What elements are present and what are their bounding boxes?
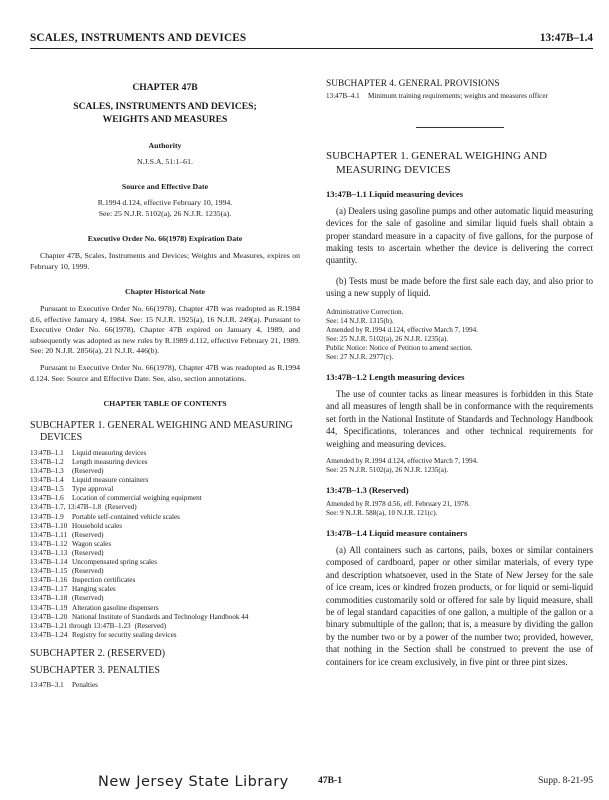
- header-section-number: 13:47B–1.4: [539, 32, 593, 44]
- toc-entry-title: (Reserved): [105, 503, 137, 512]
- toc-entry: [30, 513, 300, 522]
- toc-entry-title: (Reserved): [72, 548, 104, 557]
- toc-entry: [30, 494, 300, 503]
- history-line: Public Notice: Notice of Petition to amend section.: [326, 343, 473, 352]
- toc-entry-number: 13:47B–4.1: [326, 92, 360, 100]
- toc-entry: [30, 681, 300, 690]
- toc-entry: [30, 631, 300, 640]
- page-number: 47B-1: [318, 775, 342, 786]
- toc-entry-title: (Reserved): [72, 530, 104, 539]
- toc-entry: [30, 549, 300, 558]
- section-1-2-paragraph: The use of counter tacks as linear measures is forbidden in this State and all measures of length shall be in conformance with the requirements set forth in the National Institute of Standards and Technology Handbook 44, Specifications, tolerances and other technical requirements for weighing and measuring devices.: [326, 388, 593, 449]
- toc-entry-number: 13:47B–1.24: [30, 630, 68, 639]
- toc-entry: [30, 604, 300, 613]
- authority-text: N.J.S.A. 51:1–61.: [137, 156, 193, 166]
- historical-note-heading: Chapter Historical Note: [125, 287, 205, 297]
- toc-entry: [30, 531, 300, 540]
- toc-entry: [30, 540, 300, 549]
- toc-entry-title: Registry for security sealing devices: [72, 630, 177, 639]
- toc-entry: [30, 576, 300, 585]
- toc-entry-number: 13:47B–1.1: [30, 448, 64, 457]
- toc-entry-number: 13:47B–1.14: [30, 558, 68, 567]
- toc-entry-number: 13:47B–3.1: [30, 680, 64, 689]
- toc-entry: [30, 485, 300, 494]
- history-line: Amended by R.1978 d.56, eff. February 21, 1978.: [326, 499, 470, 508]
- toc-entry: [30, 449, 300, 458]
- toc-entry-number: 13:47B–1.6: [30, 494, 64, 503]
- historical-note-paragraph-2: Pursuant to Executive Order No. 66(1978), Chapter 47B was readopted as R.1994 d.124. See: Source and Effective Date. See, also, section annotations.: [30, 362, 300, 383]
- source-line-1: R.1994 d.124, effective February 10, 1994.: [97, 197, 233, 207]
- toc-entry-title: Location of commercial weighing equipment: [72, 494, 202, 503]
- toc-entry-number: 13:47B–1.21 through 13:47B–1.23: [30, 621, 131, 630]
- toc-entry-number: 13:47B–1.7, 13:47B–1.8: [30, 503, 102, 512]
- toc-entry-number: 13:47B–1.10: [30, 521, 68, 530]
- toc-entry-title: Alteration gasoline dispensers: [72, 603, 159, 612]
- section-divider: [416, 127, 504, 128]
- source-heading: Source and Effective Date: [121, 182, 209, 192]
- toc-entry: [30, 458, 300, 467]
- library-watermark: New Jersey State Library: [98, 774, 289, 790]
- section-1-1-paragraph-a: (a) Dealers using gasoline pumps and other automatic liquid measuring devices for the sale of gasoline and similar liquid fuels shall obtain a proper standard measure in a capacity of five gallons, for the purpose of making tests to ascertain whether the device is delivering the correct quantity.: [326, 205, 593, 266]
- toc-subchapter-1-list: [30, 449, 300, 640]
- toc-entry-number: 13:47B–1.16: [30, 576, 68, 585]
- toc-entry-title: Penalties: [72, 680, 98, 689]
- toc-entry: [30, 503, 300, 512]
- history-line: Amended by R.1994 d.124, effective March 7, 1994.: [326, 456, 478, 465]
- toc-subchapter-3-list: [30, 681, 300, 690]
- toc-entry-title: Minimum training requirements; weights and measures officer: [368, 92, 548, 100]
- toc-entry: [30, 613, 300, 622]
- toc-entry-title: Portable self-contained vehicle scales: [72, 512, 180, 521]
- toc-entry-number: 13:47B–1.19: [30, 603, 68, 612]
- toc-entry: [30, 476, 300, 485]
- toc-entry-title: (Reserved): [72, 467, 104, 476]
- toc-entry: [30, 622, 300, 631]
- history-line: Amended by R.1994 d.124, effective March 7, 1994.: [326, 325, 478, 334]
- right-column: [326, 78, 593, 668]
- toc-subchapter-1-title: SUBCHAPTER 1. GENERAL WEIGHING AND MEASURING DEVICES: [30, 419, 293, 443]
- toc-entry-number: 13:47B–1.20: [30, 612, 68, 621]
- toc-entry-number: 13:47B–1.18: [30, 594, 68, 603]
- chapter-number: CHAPTER 47B: [132, 82, 198, 93]
- history-line: Administrative Correction.: [326, 307, 404, 316]
- authority-heading: Authority: [148, 140, 182, 150]
- history-line: See: 14 N.J.R. 1315(b).: [326, 316, 394, 325]
- toc-entry-number: 13:47B–1.5: [30, 485, 64, 494]
- header-title: SCALES, INSTRUMENTS AND DEVICES: [30, 32, 247, 44]
- toc-subchapter-4-title: SUBCHAPTER 4. GENERAL PROVISIONS: [326, 79, 500, 89]
- toc-subchapter-2-title: SUBCHAPTER 2. (RESERVED): [30, 647, 166, 659]
- section-1-4-paragraph-a: (a) All containers such as cartons, pails, boxes or similar containers composed of cardboard, paper or other similar materials, of every type and description whatsoever, used in the State of New Jersey for the sale of ice cream, ices or kindred frozen products, or for liquid or semi-liquid commodities customarily sold or offered for sale by liquid measure, shall be of legal standard capacities of one gallon, a multiple of the gallon or a binary submultiple of the gallon; that is, a measure by dividing the gallon by the number two or by a power of the number two; provided, however, that nothing in the Section shall be construed to prevent the use of containers for ice cream exclusively, in five pint or three pint sizes.: [326, 544, 593, 667]
- section-1-1-paragraph-b: (b) Tests must be made before the first sale each day, and also prior to using a new supply of liquid.: [326, 275, 593, 299]
- history-line: See: 25 N.J.R. 5102(a), 26 N.J.R. 1235(a).: [326, 334, 449, 343]
- toc-entry: [30, 467, 300, 476]
- toc-subchapter-3-title: SUBCHAPTER 3. PENALTIES: [30, 664, 160, 676]
- toc-entry-number: 13:47B–1.12: [30, 539, 68, 548]
- left-column: [30, 78, 300, 690]
- toc-entry-number: 13:47B–1.2: [30, 458, 64, 466]
- toc-entry-title: (Reserved): [134, 621, 167, 630]
- section-1-2-heading: 13:47B–1.2 Length measuring devices: [326, 372, 465, 383]
- toc-entry-title: Inspection certificates: [72, 576, 136, 585]
- toc-entry-number: 13:47B–1.17: [30, 585, 68, 594]
- toc-entry-title: National Institute of Standards and Technology Handbook 44: [72, 612, 249, 621]
- toc-entry: [30, 522, 300, 531]
- toc-entry: [30, 567, 300, 576]
- toc-entry-title: Hanging scales: [72, 585, 116, 594]
- chapter-title-line-1: SCALES, INSTRUMENTS AND DEVICES;: [73, 100, 257, 112]
- section-1-3-history: [326, 500, 593, 518]
- toc-entry-title: Length measuring devices: [72, 458, 148, 466]
- toc-entry-title: Liquid measuring devices: [72, 448, 147, 457]
- toc-entry-number: 13:47B–1.13: [30, 548, 68, 557]
- toc-entry-title: (Reserved): [72, 594, 104, 603]
- historical-note-paragraph-1: Pursuant to Executive Order No. 66(1978), Chapter 47B was readopted as R.1984 d.6, effective January 4, 1984. See: 15 N.J.R. 1925(a), 16 N.J.R. 249(a). Pursuant to Executive Order No. 66(1978), Chapter 47B expired on January 4, 1989, and subsequently was adopted as new rules by R.1989 d.112, effective February 21, 1989. See: 20 N.J.R. 2856(a), 21 N.J.R. 446(b).: [30, 303, 300, 356]
- toc-entry: [30, 594, 300, 603]
- section-1-2-history: [326, 457, 593, 475]
- toc-entry: [326, 92, 593, 101]
- history-line: See: 9 N.J.R. 588(a), 10 N.J.R. 121(c).: [326, 509, 438, 518]
- section-1-3-heading: 13:47B–1.3 (Reserved): [326, 485, 409, 496]
- toc-entry-title: Uncompensated spring scales: [72, 558, 158, 567]
- history-line: See: 25 N.J.R. 5102(a), 26 N.J.R. 1235(a).: [326, 466, 449, 475]
- supplement-date: Supp. 8-21-95: [538, 775, 593, 786]
- executive-order-heading: Executive Order No. 66(1978) Expiration Date: [87, 234, 243, 244]
- history-line: See: 27 N.J.R. 2977(c).: [326, 353, 394, 362]
- toc-entry-title: Wagon scales: [72, 539, 112, 548]
- toc-entry-title: Liquid measure containers: [72, 476, 149, 485]
- toc-entry-number: 13:47B–1.4: [30, 476, 64, 485]
- section-1-1-heading: 13:47B–1.1 Liquid measuring devices: [326, 188, 464, 199]
- toc-entry-number: 13:47B–1.9: [30, 512, 64, 521]
- toc-entry: [30, 558, 300, 567]
- toc-entry-number: 13:47B–1.11: [30, 530, 68, 539]
- toc-entry: [30, 585, 300, 594]
- toc-entry-title: Type approval: [72, 485, 114, 494]
- toc-entry-title: Household scales: [72, 521, 123, 530]
- toc-subchapter-4-list: [326, 92, 593, 101]
- section-1-1-history: [326, 308, 593, 363]
- chapter-title-line-2: WEIGHTS AND MEASURES: [102, 113, 228, 125]
- source-line-2: See: 25 N.J.R. 5102(a), 26 N.J.R. 1235(a).: [98, 208, 232, 218]
- section-1-4-heading: 13:47B–1.4 Liquid measure containers: [326, 528, 468, 539]
- table-of-contents-heading: CHAPTER TABLE OF CONTENTS: [103, 399, 227, 409]
- chapter-title: [30, 100, 300, 126]
- running-header: [30, 28, 593, 49]
- toc-entry-number: 13:47B–1.3: [30, 467, 64, 476]
- toc-entry-number: 13:47B–1.15: [30, 567, 68, 576]
- subchapter-1-heading: SUBCHAPTER 1. GENERAL WEIGHING AND MEASURING DEVICES: [326, 150, 547, 176]
- toc-entry-title: (Reserved): [72, 567, 104, 576]
- executive-order-text: Chapter 47B, Scales, Instruments and Devices; Weights and Measures, expires on February 10, 1999.: [30, 250, 300, 271]
